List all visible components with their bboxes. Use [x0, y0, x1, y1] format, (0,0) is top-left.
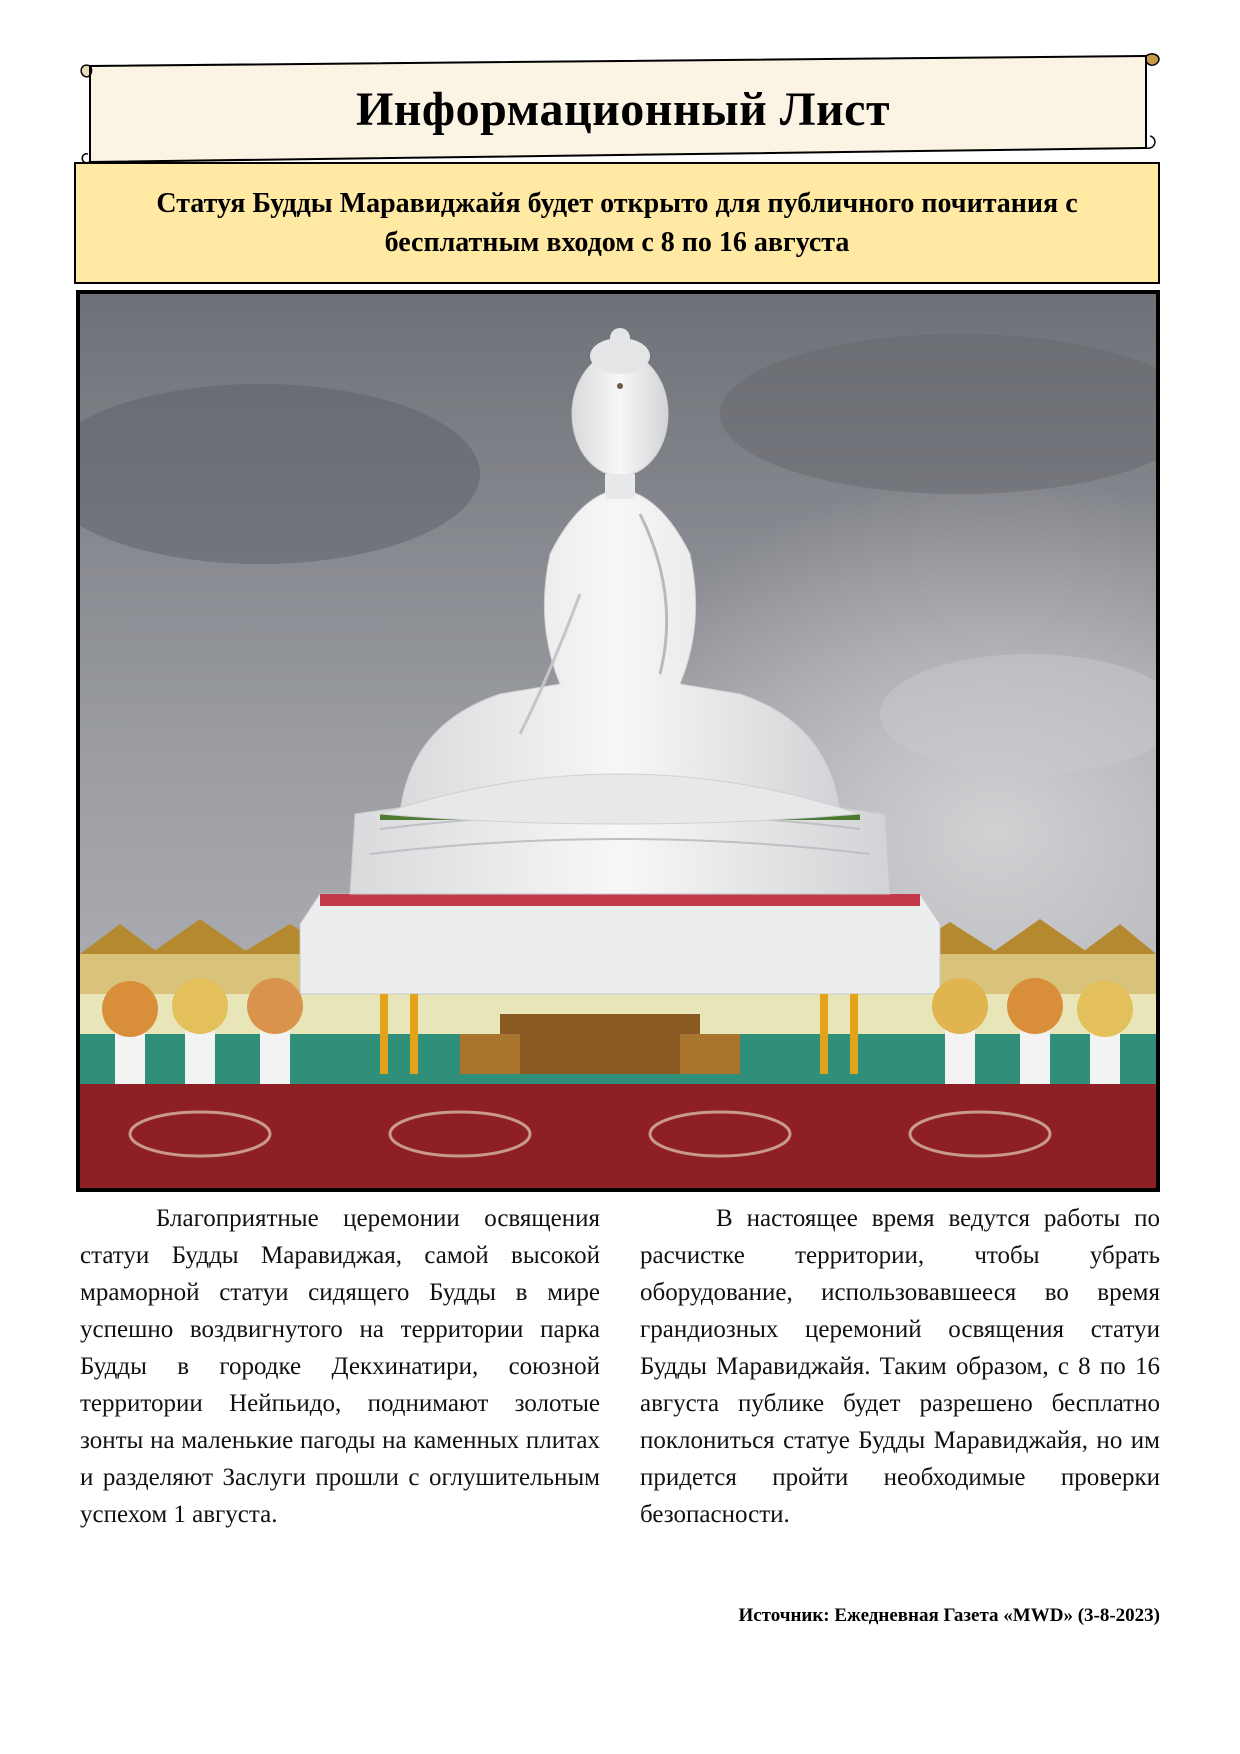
- subtitle-box: [74, 162, 1160, 284]
- source-credit: Источник: Ежедневная Газета «MWD» (3-8-2023): [738, 1605, 1160, 1626]
- page-title: Информационный Лист: [355, 83, 891, 136]
- article-left-paragraph: Благоприятные церемонии освящения статуи Будды Маравиджая, самой высокой мраморной статуи сидящего Будды в мире успешно воздвигнутого на территории парка Будды в городке Декхинатири, союзной территории Нейпьидо, поднимают золотые зонты на маленькие пагоды на каменных плитах и разделяют Заслуги прошли с оглушительным успехом 1 августа.: [80, 1205, 600, 1528]
- buddha-statue-icon: [80, 294, 1156, 1188]
- buddha-photo: [76, 290, 1160, 1192]
- subtitle-text: Статуя Будды Маравиджайя будет открыто для публичного почитания с бесплатным входом с 8 по 16 августа: [156, 188, 1078, 258]
- article-right-paragraph: В настоящее время ведутся работы по расчистке территории, чтобы убрать оборудование, использовавшееся во время грандиозных церемоний освящения статуи Будды Маравиджайя. Таким образом, с 8 по 16 августа публике будет разрешено бесплатно поклониться статуе Будды Маравиджайя, но им придется пройти необходимые проверки безопасности.: [640, 1205, 1160, 1528]
- scroll-banner: [78, 52, 1168, 162]
